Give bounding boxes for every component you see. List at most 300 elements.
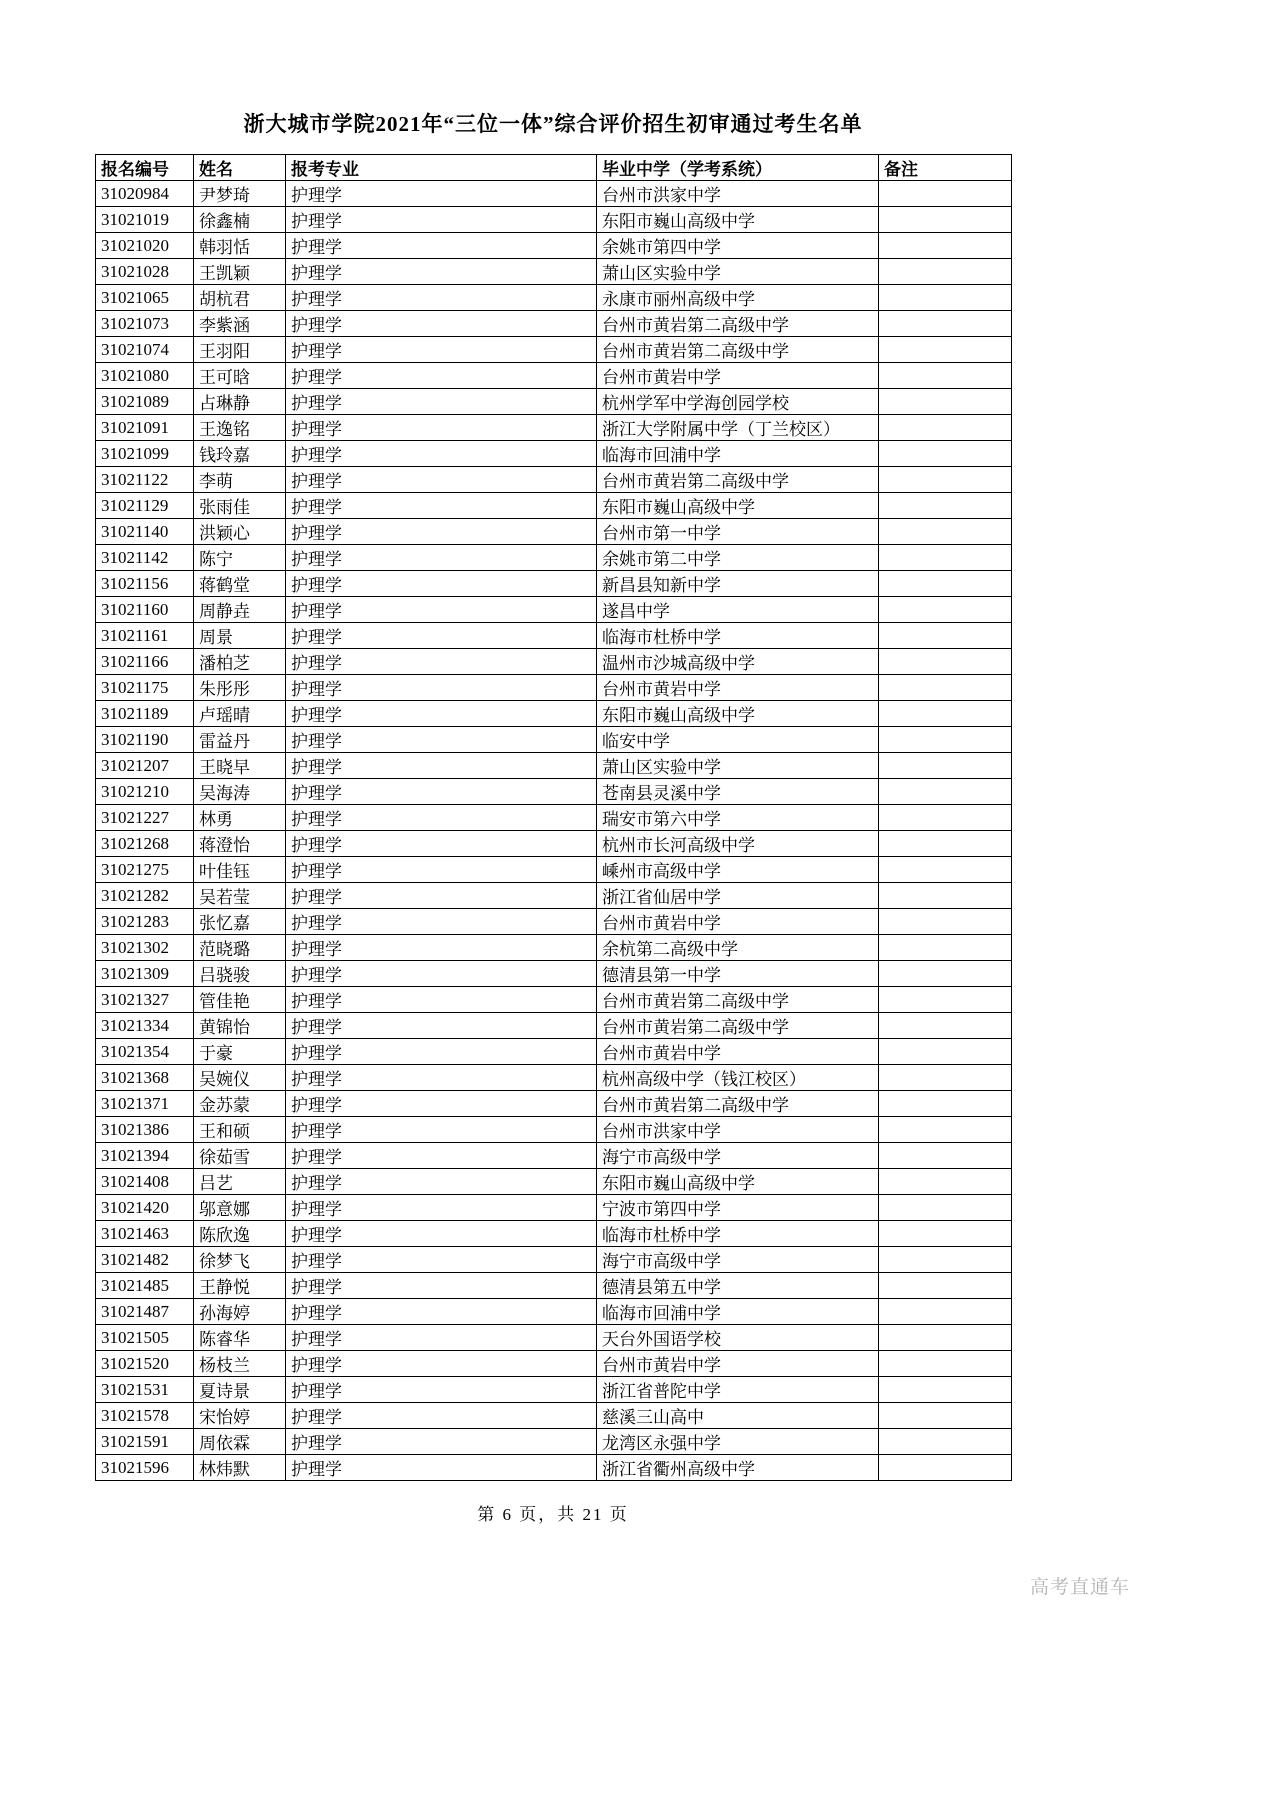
table-cell bbox=[879, 1325, 1012, 1351]
table-cell bbox=[879, 285, 1012, 311]
table-cell: 护理学 bbox=[286, 597, 597, 623]
table-row bbox=[96, 1377, 1012, 1403]
table-cell: 浙江省衢州高级中学 bbox=[597, 1455, 879, 1481]
table-cell: 临海市杜桥中学 bbox=[597, 623, 879, 649]
table-cell: 德清县第一中学 bbox=[597, 961, 879, 987]
table-cell bbox=[879, 961, 1012, 987]
table-row bbox=[96, 363, 1012, 389]
table-cell: 周景 bbox=[194, 623, 286, 649]
table-row bbox=[96, 1143, 1012, 1169]
table-cell bbox=[879, 935, 1012, 961]
table-row bbox=[96, 623, 1012, 649]
table-cell: 永康市丽州高级中学 bbox=[597, 285, 879, 311]
table-cell: 周静垚 bbox=[194, 597, 286, 623]
table-cell bbox=[879, 441, 1012, 467]
watermark: 高考直通车 bbox=[1029, 1577, 1130, 1598]
table-cell bbox=[879, 857, 1012, 883]
table-cell: 护理学 bbox=[286, 337, 597, 363]
table-row bbox=[96, 1455, 1012, 1481]
header-remarks: 备注 bbox=[879, 155, 1012, 181]
table-cell: 吴海涛 bbox=[194, 779, 286, 805]
table-cell: 31021080 bbox=[96, 363, 194, 389]
table-cell: 护理学 bbox=[286, 259, 597, 285]
table-cell: 护理学 bbox=[286, 1273, 597, 1299]
table-cell: 31021227 bbox=[96, 805, 194, 831]
table-cell: 31021129 bbox=[96, 493, 194, 519]
table-cell: 31021073 bbox=[96, 311, 194, 337]
table-cell: 徐梦飞 bbox=[194, 1247, 286, 1273]
table-row bbox=[96, 831, 1012, 857]
table-cell: 黄锦怡 bbox=[194, 1013, 286, 1039]
table-cell: 海宁市高级中学 bbox=[597, 1247, 879, 1273]
table-cell: 杭州学军中学海创园学校 bbox=[597, 389, 879, 415]
table-cell: 王晓早 bbox=[194, 753, 286, 779]
table-cell: 31021156 bbox=[96, 571, 194, 597]
table-cell: 31021140 bbox=[96, 519, 194, 545]
table-cell: 护理学 bbox=[286, 233, 597, 259]
table-cell: 东阳市巍山高级中学 bbox=[597, 207, 879, 233]
table-cell: 杭州市长河高级中学 bbox=[597, 831, 879, 857]
table-row bbox=[96, 1325, 1012, 1351]
table-cell: 张雨佳 bbox=[194, 493, 286, 519]
table-cell bbox=[879, 1039, 1012, 1065]
table-cell: 苍南县灵溪中学 bbox=[597, 779, 879, 805]
table-cell: 吕骁骏 bbox=[194, 961, 286, 987]
table-cell: 台州市黄岩第二高级中学 bbox=[597, 987, 879, 1013]
table-cell: 31021327 bbox=[96, 987, 194, 1013]
table-cell bbox=[879, 1429, 1012, 1455]
table-cell: 31021161 bbox=[96, 623, 194, 649]
table-cell: 护理学 bbox=[286, 909, 597, 935]
header-high-school: 毕业中学（学考系统） bbox=[597, 155, 879, 181]
table-cell: 吴若莹 bbox=[194, 883, 286, 909]
table-cell: 钱玲嘉 bbox=[194, 441, 286, 467]
table-cell: 护理学 bbox=[286, 363, 597, 389]
table-cell: 护理学 bbox=[286, 1403, 597, 1429]
table-row bbox=[96, 311, 1012, 337]
table-row bbox=[96, 961, 1012, 987]
table-cell: 31021028 bbox=[96, 259, 194, 285]
table-cell bbox=[879, 233, 1012, 259]
table-row bbox=[96, 233, 1012, 259]
table-cell bbox=[879, 1117, 1012, 1143]
table-cell: 护理学 bbox=[286, 493, 597, 519]
table-cell: 叶佳钰 bbox=[194, 857, 286, 883]
table-row bbox=[96, 207, 1012, 233]
table-cell: 31021122 bbox=[96, 467, 194, 493]
table-cell bbox=[879, 909, 1012, 935]
table-cell: 31021386 bbox=[96, 1117, 194, 1143]
table-cell: 余杭第二高级中学 bbox=[597, 935, 879, 961]
table-cell: 护理学 bbox=[286, 857, 597, 883]
table-cell: 韩羽恬 bbox=[194, 233, 286, 259]
table-row bbox=[96, 467, 1012, 493]
table-row bbox=[96, 857, 1012, 883]
table-cell: 31021334 bbox=[96, 1013, 194, 1039]
table-cell: 龙湾区永强中学 bbox=[597, 1429, 879, 1455]
table-cell bbox=[879, 623, 1012, 649]
table-row bbox=[96, 493, 1012, 519]
table-cell: 王凯颖 bbox=[194, 259, 286, 285]
table-cell: 护理学 bbox=[286, 1195, 597, 1221]
table-row bbox=[96, 545, 1012, 571]
table-row bbox=[96, 987, 1012, 1013]
table-row bbox=[96, 1039, 1012, 1065]
table-cell: 嵊州市高级中学 bbox=[597, 857, 879, 883]
table-cell: 护理学 bbox=[286, 1351, 597, 1377]
table-cell: 护理学 bbox=[286, 389, 597, 415]
table-cell: 台州市洪家中学 bbox=[597, 181, 879, 207]
table-cell: 徐茹雪 bbox=[194, 1143, 286, 1169]
table-cell bbox=[879, 727, 1012, 753]
table-cell: 卢瑶晴 bbox=[194, 701, 286, 727]
table-cell bbox=[879, 1065, 1012, 1091]
table-row bbox=[96, 649, 1012, 675]
table-cell bbox=[879, 753, 1012, 779]
table-cell bbox=[879, 389, 1012, 415]
table-cell bbox=[879, 805, 1012, 831]
table-cell: 护理学 bbox=[286, 1299, 597, 1325]
table-cell: 杭州高级中学（钱江校区） bbox=[597, 1065, 879, 1091]
table-cell bbox=[879, 701, 1012, 727]
table-cell: 吕艺 bbox=[194, 1169, 286, 1195]
table-cell bbox=[879, 1351, 1012, 1377]
table-row bbox=[96, 1247, 1012, 1273]
table-cell: 护理学 bbox=[286, 467, 597, 493]
table-cell: 31021089 bbox=[96, 389, 194, 415]
table-cell: 31021394 bbox=[96, 1143, 194, 1169]
table-cell: 林炜默 bbox=[194, 1455, 286, 1481]
table-cell: 陈欣逸 bbox=[194, 1221, 286, 1247]
table-row bbox=[96, 1117, 1012, 1143]
table-cell bbox=[879, 1091, 1012, 1117]
table-cell: 天台外国语学校 bbox=[597, 1325, 879, 1351]
table-cell bbox=[879, 571, 1012, 597]
table-cell bbox=[879, 1299, 1012, 1325]
table-cell bbox=[879, 1143, 1012, 1169]
table-cell: 余姚市第四中学 bbox=[597, 233, 879, 259]
page-title: 浙大城市学院2021年“三位一体”综合评价招生初审通过考生名单 bbox=[243, 112, 863, 136]
table-cell: 31021520 bbox=[96, 1351, 194, 1377]
table-row bbox=[96, 675, 1012, 701]
table-cell bbox=[879, 1013, 1012, 1039]
table-cell: 护理学 bbox=[286, 779, 597, 805]
table-cell: 李萌 bbox=[194, 467, 286, 493]
table-cell: 31021166 bbox=[96, 649, 194, 675]
table-cell: 护理学 bbox=[286, 415, 597, 441]
table-cell: 管佳艳 bbox=[194, 987, 286, 1013]
table-cell: 新昌县知新中学 bbox=[597, 571, 879, 597]
table-header-row bbox=[96, 155, 1012, 181]
table-cell: 31021065 bbox=[96, 285, 194, 311]
table-row bbox=[96, 285, 1012, 311]
document-page bbox=[95, 108, 1011, 1481]
table-cell: 临海市回浦中学 bbox=[597, 1299, 879, 1325]
table-cell: 护理学 bbox=[286, 519, 597, 545]
table-cell bbox=[879, 649, 1012, 675]
table-cell: 护理学 bbox=[286, 623, 597, 649]
table-cell: 邬意娜 bbox=[194, 1195, 286, 1221]
table-cell: 31021268 bbox=[96, 831, 194, 857]
table-cell: 31021531 bbox=[96, 1377, 194, 1403]
table-cell bbox=[879, 1169, 1012, 1195]
table-cell: 31021175 bbox=[96, 675, 194, 701]
table-cell: 护理学 bbox=[286, 441, 597, 467]
table-cell: 夏诗景 bbox=[194, 1377, 286, 1403]
table-cell: 护理学 bbox=[286, 727, 597, 753]
table-cell: 台州市黄岩中学 bbox=[597, 363, 879, 389]
table-cell: 王静悦 bbox=[194, 1273, 286, 1299]
table-cell: 台州市第一中学 bbox=[597, 519, 879, 545]
table-cell: 护理学 bbox=[286, 883, 597, 909]
table-row bbox=[96, 1091, 1012, 1117]
table-cell: 萧山区实验中学 bbox=[597, 753, 879, 779]
table-cell: 31021275 bbox=[96, 857, 194, 883]
table-cell: 陈睿华 bbox=[194, 1325, 286, 1351]
table-cell: 护理学 bbox=[286, 1143, 597, 1169]
table-cell bbox=[879, 545, 1012, 571]
table-row bbox=[96, 883, 1012, 909]
table-cell: 31021099 bbox=[96, 441, 194, 467]
table-cell: 慈溪三山高中 bbox=[597, 1403, 879, 1429]
table-row bbox=[96, 1429, 1012, 1455]
table-cell: 胡杭君 bbox=[194, 285, 286, 311]
table-cell: 雷益丹 bbox=[194, 727, 286, 753]
table-cell: 台州市黄岩第二高级中学 bbox=[597, 467, 879, 493]
table-cell: 31021160 bbox=[96, 597, 194, 623]
table-cell: 潘柏芝 bbox=[194, 649, 286, 675]
table-cell: 台州市黄岩中学 bbox=[597, 909, 879, 935]
table-cell: 东阳市巍山高级中学 bbox=[597, 1169, 879, 1195]
table-cell bbox=[879, 597, 1012, 623]
table-cell bbox=[879, 415, 1012, 441]
table-cell bbox=[879, 1403, 1012, 1429]
table-cell: 蒋澄怡 bbox=[194, 831, 286, 857]
table-cell: 31021302 bbox=[96, 935, 194, 961]
table-cell bbox=[879, 467, 1012, 493]
table-cell bbox=[879, 675, 1012, 701]
table-cell bbox=[879, 519, 1012, 545]
table-cell: 陈宁 bbox=[194, 545, 286, 571]
table-cell: 31021074 bbox=[96, 337, 194, 363]
table-cell bbox=[879, 831, 1012, 857]
table-cell: 浙江省仙居中学 bbox=[597, 883, 879, 909]
table-cell: 海宁市高级中学 bbox=[597, 1143, 879, 1169]
table-cell: 朱彤彤 bbox=[194, 675, 286, 701]
table-cell: 遂昌中学 bbox=[597, 597, 879, 623]
table-cell: 31021019 bbox=[96, 207, 194, 233]
table-cell: 护理学 bbox=[286, 1377, 597, 1403]
table-row bbox=[96, 597, 1012, 623]
table-cell: 31021408 bbox=[96, 1169, 194, 1195]
table-cell: 台州市黄岩第二高级中学 bbox=[597, 1091, 879, 1117]
table-cell: 31021207 bbox=[96, 753, 194, 779]
table-cell bbox=[879, 1195, 1012, 1221]
table-cell: 护理学 bbox=[286, 987, 597, 1013]
table-cell: 护理学 bbox=[286, 571, 597, 597]
table-cell bbox=[879, 987, 1012, 1013]
table-cell: 31021354 bbox=[96, 1039, 194, 1065]
table-cell: 蒋鹤堂 bbox=[194, 571, 286, 597]
page-number: 第 6 页，共 21 页 bbox=[477, 1505, 629, 1524]
table-cell: 宁波市第四中学 bbox=[597, 1195, 879, 1221]
table-row bbox=[96, 1169, 1012, 1195]
table-cell: 护理学 bbox=[286, 1247, 597, 1273]
table-row bbox=[96, 259, 1012, 285]
table-cell bbox=[879, 181, 1012, 207]
table-cell: 31021189 bbox=[96, 701, 194, 727]
table-row bbox=[96, 779, 1012, 805]
table-cell bbox=[879, 1221, 1012, 1247]
table-cell: 护理学 bbox=[286, 311, 597, 337]
table-row bbox=[96, 571, 1012, 597]
table-cell: 护理学 bbox=[286, 1065, 597, 1091]
table-cell: 护理学 bbox=[286, 961, 597, 987]
table-cell bbox=[879, 363, 1012, 389]
table-cell: 护理学 bbox=[286, 831, 597, 857]
table-cell: 护理学 bbox=[286, 701, 597, 727]
table-row bbox=[96, 1013, 1012, 1039]
table-row bbox=[96, 805, 1012, 831]
table-cell: 护理学 bbox=[286, 545, 597, 571]
table-cell: 李紫涵 bbox=[194, 311, 286, 337]
table-cell: 占琳静 bbox=[194, 389, 286, 415]
table-cell bbox=[879, 259, 1012, 285]
table-cell: 护理学 bbox=[286, 285, 597, 311]
table-cell: 护理学 bbox=[286, 805, 597, 831]
table-row bbox=[96, 181, 1012, 207]
table-row bbox=[96, 1351, 1012, 1377]
table-cell bbox=[879, 311, 1012, 337]
table-row bbox=[96, 727, 1012, 753]
table-cell: 台州市黄岩中学 bbox=[597, 1039, 879, 1065]
table-row bbox=[96, 909, 1012, 935]
table-cell: 护理学 bbox=[286, 1455, 597, 1481]
table-cell: 31021578 bbox=[96, 1403, 194, 1429]
table-cell: 护理学 bbox=[286, 649, 597, 675]
table-cell: 31021463 bbox=[96, 1221, 194, 1247]
table-cell: 临海市回浦中学 bbox=[597, 441, 879, 467]
table-cell bbox=[879, 493, 1012, 519]
table-cell: 临安中学 bbox=[597, 727, 879, 753]
table-cell: 于豪 bbox=[194, 1039, 286, 1065]
table-cell: 护理学 bbox=[286, 1117, 597, 1143]
table-cell bbox=[879, 1247, 1012, 1273]
table-cell: 余姚市第二中学 bbox=[597, 545, 879, 571]
table-cell: 护理学 bbox=[286, 753, 597, 779]
table-cell: 德清县第五中学 bbox=[597, 1273, 879, 1299]
table-cell: 护理学 bbox=[286, 1169, 597, 1195]
table-cell: 台州市黄岩第二高级中学 bbox=[597, 1013, 879, 1039]
table-cell: 31021596 bbox=[96, 1455, 194, 1481]
table-cell: 东阳市巍山高级中学 bbox=[597, 701, 879, 727]
table-cell: 周依霖 bbox=[194, 1429, 286, 1455]
table-cell: 瑞安市第六中学 bbox=[597, 805, 879, 831]
table-cell: 31021190 bbox=[96, 727, 194, 753]
table-cell bbox=[879, 337, 1012, 363]
table-cell: 31021283 bbox=[96, 909, 194, 935]
table-body bbox=[96, 181, 1012, 1481]
table-cell: 31021142 bbox=[96, 545, 194, 571]
table-cell: 杨枝兰 bbox=[194, 1351, 286, 1377]
table-cell: 王逸铭 bbox=[194, 415, 286, 441]
table-cell bbox=[879, 1273, 1012, 1299]
table-cell: 温州市沙城高级中学 bbox=[597, 649, 879, 675]
table-cell: 护理学 bbox=[286, 1221, 597, 1247]
table-cell: 王可晗 bbox=[194, 363, 286, 389]
table-cell: 31021482 bbox=[96, 1247, 194, 1273]
table-cell: 护理学 bbox=[286, 1429, 597, 1455]
table-cell: 31021591 bbox=[96, 1429, 194, 1455]
table-cell: 王羽阳 bbox=[194, 337, 286, 363]
table-cell: 孙海婷 bbox=[194, 1299, 286, 1325]
table-row bbox=[96, 1273, 1012, 1299]
table-cell: 31021487 bbox=[96, 1299, 194, 1325]
table-row bbox=[96, 441, 1012, 467]
student-table bbox=[95, 154, 1012, 1481]
table-cell: 东阳市巍山高级中学 bbox=[597, 493, 879, 519]
table-cell: 金苏蒙 bbox=[194, 1091, 286, 1117]
table-row bbox=[96, 1299, 1012, 1325]
table-cell: 护理学 bbox=[286, 1013, 597, 1039]
table-cell: 护理学 bbox=[286, 675, 597, 701]
table-cell: 吴婉仪 bbox=[194, 1065, 286, 1091]
table-cell: 护理学 bbox=[286, 1325, 597, 1351]
table-row bbox=[96, 935, 1012, 961]
table-cell: 台州市黄岩第二高级中学 bbox=[597, 337, 879, 363]
table-cell: 台州市洪家中学 bbox=[597, 1117, 879, 1143]
table-cell: 宋怡婷 bbox=[194, 1403, 286, 1429]
table-cell: 护理学 bbox=[286, 181, 597, 207]
table-row bbox=[96, 1195, 1012, 1221]
header-major: 报考专业 bbox=[286, 155, 597, 181]
table-cell: 浙江大学附属中学（丁兰校区） bbox=[597, 415, 879, 441]
table-row bbox=[96, 415, 1012, 441]
table-cell: 31020984 bbox=[96, 181, 194, 207]
table-cell: 台州市黄岩第二高级中学 bbox=[597, 311, 879, 337]
table-cell: 31021210 bbox=[96, 779, 194, 805]
header-registration-number: 报名编号 bbox=[96, 155, 194, 181]
table-cell: 31021282 bbox=[96, 883, 194, 909]
table-cell: 护理学 bbox=[286, 207, 597, 233]
table-cell: 临海市杜桥中学 bbox=[597, 1221, 879, 1247]
table-cell: 林勇 bbox=[194, 805, 286, 831]
table-row bbox=[96, 701, 1012, 727]
table-row bbox=[96, 1221, 1012, 1247]
table-row bbox=[96, 753, 1012, 779]
table-cell bbox=[879, 883, 1012, 909]
table-cell: 31021371 bbox=[96, 1091, 194, 1117]
table-cell: 31021309 bbox=[96, 961, 194, 987]
table-row bbox=[96, 389, 1012, 415]
table-row bbox=[96, 1403, 1012, 1429]
table-cell: 徐鑫楠 bbox=[194, 207, 286, 233]
table-cell: 护理学 bbox=[286, 1091, 597, 1117]
table-cell: 台州市黄岩中学 bbox=[597, 1351, 879, 1377]
table-cell: 31021091 bbox=[96, 415, 194, 441]
table-cell: 31021368 bbox=[96, 1065, 194, 1091]
table-cell bbox=[879, 1377, 1012, 1403]
table-cell: 护理学 bbox=[286, 935, 597, 961]
table-cell: 31021420 bbox=[96, 1195, 194, 1221]
table-cell: 尹梦琦 bbox=[194, 181, 286, 207]
table-row bbox=[96, 337, 1012, 363]
table-cell: 31021505 bbox=[96, 1325, 194, 1351]
table-cell: 张忆嘉 bbox=[194, 909, 286, 935]
table-cell: 31021020 bbox=[96, 233, 194, 259]
table-cell: 萧山区实验中学 bbox=[597, 259, 879, 285]
table-cell: 31021485 bbox=[96, 1273, 194, 1299]
